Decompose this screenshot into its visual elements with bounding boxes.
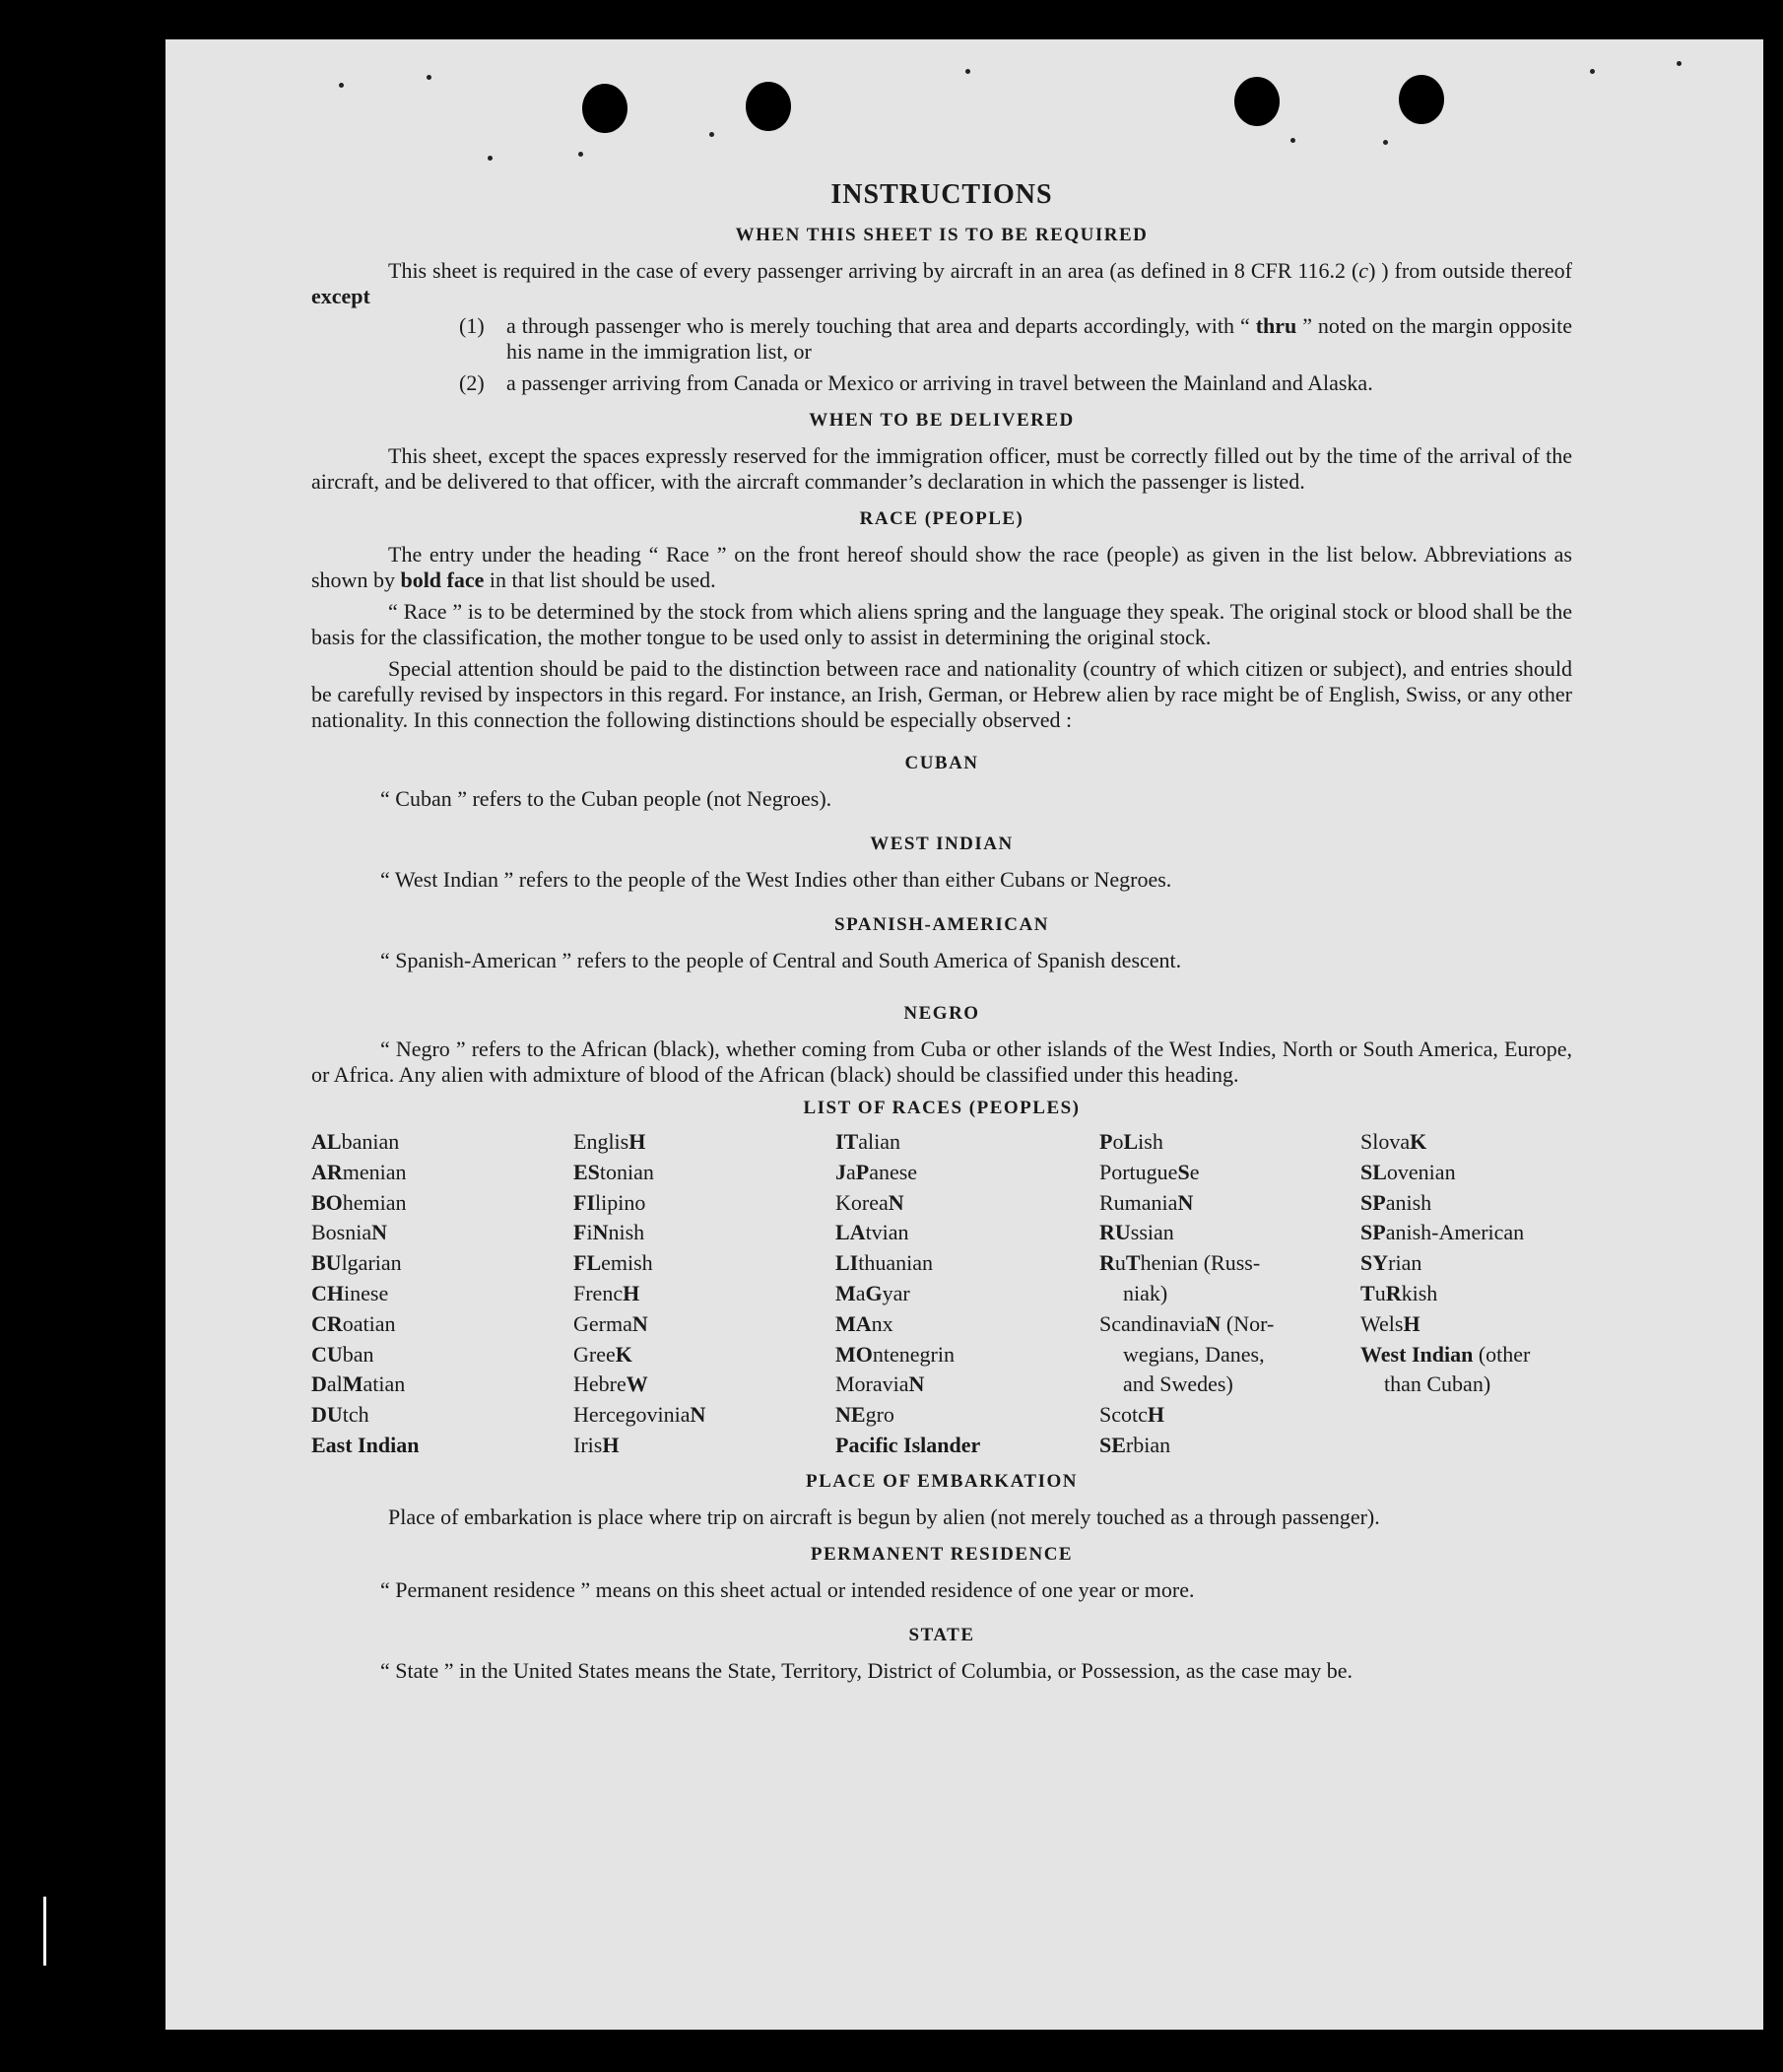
- race-entry: SErbian: [1099, 1432, 1171, 1457]
- race-entry: BOhemian: [311, 1189, 407, 1215]
- item-number: (2): [459, 370, 485, 395]
- race-entry: SlovaK: [1360, 1129, 1427, 1154]
- section-heading: NEGRO: [903, 1003, 980, 1024]
- race-column: [835, 1127, 1099, 1461]
- race-entry: MaGyar: [835, 1280, 910, 1305]
- paragraph: The entry under the heading “ Race ” on the front hereof should show the race (people) as given in the list below. Abbreviations as shown by bold face in that list should be used.: [311, 542, 1572, 592]
- race-entry: EStonian: [573, 1159, 654, 1184]
- race-entry: BosniaN: [311, 1220, 388, 1245]
- section-heading: SPANISH-AMERICAN: [834, 914, 1049, 935]
- race-entry: DalMatian: [311, 1371, 406, 1397]
- race-entry: West Indian (other: [1360, 1341, 1531, 1367]
- race-entry: WelsH: [1360, 1310, 1420, 1336]
- race-entry: FIlipino: [573, 1189, 646, 1215]
- race-entry: LIthuanian: [835, 1250, 934, 1276]
- paragraph: “ Permanent residence ” means on this sheet actual or intended residence of one year or more.: [380, 1576, 1195, 1602]
- section-heading: WEST INDIAN: [870, 834, 1014, 854]
- race-entry: RumaniaN: [1099, 1189, 1194, 1215]
- race-entry: Pacific Islander: [835, 1432, 981, 1457]
- paragraph: “ Cuban ” refers to the Cuban people (not Negroes).: [380, 786, 832, 811]
- race-entry: FLemish: [573, 1250, 653, 1276]
- speck: [578, 152, 583, 157]
- race-entry: East Indian: [311, 1432, 420, 1457]
- race-entry: SPanish-American: [1360, 1220, 1525, 1245]
- race-entry: GreeK: [573, 1341, 632, 1367]
- section-heading: LIST OF RACES (PEOPLES): [803, 1098, 1081, 1118]
- race-entry: ScandinaviaN (Nor-: [1099, 1310, 1275, 1336]
- race-entry: JaPanese: [835, 1159, 918, 1184]
- speck: [1383, 140, 1388, 145]
- speck: [1677, 61, 1682, 66]
- race-entry: FiNnish: [573, 1220, 645, 1245]
- race-entry: SYrian: [1360, 1250, 1422, 1276]
- speck: [488, 156, 493, 161]
- numbered-item: [459, 313, 1572, 365]
- race-entry: PoLish: [1099, 1129, 1163, 1154]
- item-text: a passenger arriving from Canada or Mexico or arriving in travel between the Mainland and Alaska.: [506, 370, 1373, 395]
- punch-hole: [1234, 77, 1280, 126]
- race-entry: than Cuban): [1384, 1371, 1491, 1397]
- race-entry: RuThenian (Russ-: [1099, 1250, 1261, 1276]
- paragraph: This sheet is required in the case of every passenger arriving by aircraft in an area (as defined in 8 CFR 116.2 (c) ) from outside thereof except: [311, 258, 1573, 308]
- speck: [1290, 138, 1295, 143]
- speck: [709, 132, 714, 137]
- speck: [1590, 69, 1595, 74]
- section-heading: PLACE OF EMBARKATION: [806, 1470, 1078, 1492]
- race-entry: ARmenian: [311, 1159, 407, 1184]
- race-entry: LAtvian: [835, 1220, 909, 1245]
- race-column: [1099, 1127, 1360, 1461]
- section-heading: PERMANENT RESIDENCE: [810, 1543, 1074, 1565]
- race-entry: MAnx: [835, 1310, 893, 1336]
- item-number: (1): [459, 313, 485, 338]
- section-heading: WHEN THIS SHEET IS TO BE REQUIRED: [735, 225, 1149, 245]
- section-heading: RACE (PEOPLE): [859, 508, 1024, 529]
- instructions-text: [311, 179, 1572, 1684]
- race-list: [311, 1127, 1572, 1461]
- film-edge-mark: [43, 1897, 46, 1966]
- race-entry: CRoatian: [311, 1310, 396, 1336]
- section-heading: STATE: [908, 1624, 975, 1645]
- paragraph: “ Spanish-American ” refers to the people of Central and South America of Spanish descent.: [380, 948, 1182, 972]
- race-column: [311, 1127, 573, 1461]
- section-heading: WHEN TO BE DELIVERED: [809, 410, 1075, 431]
- race-entry: ScotcH: [1099, 1402, 1165, 1428]
- race-entry: wegians, Danes,: [1123, 1341, 1265, 1367]
- speck: [965, 69, 970, 74]
- race-entry: CHinese: [311, 1280, 389, 1305]
- race-entry: GermaN: [573, 1310, 648, 1336]
- punch-hole: [746, 82, 791, 131]
- race-entry: and Swedes): [1123, 1371, 1233, 1397]
- paragraph: “ West Indian ” refers to the people of the West Indies other than either Cubans or Negroes.: [380, 867, 1172, 892]
- paragraph: “ Race ” is to be determined by the stock from which aliens spring and the language they speak. The original stock or blood shall be the basis for the classification, the mother tongue to be used only to assist in determining the original stock.: [311, 599, 1572, 649]
- race-entry: IrisH: [573, 1432, 620, 1457]
- section-heading: CUBAN: [904, 753, 979, 773]
- speck: [427, 75, 431, 80]
- race-entry: SLovenian: [1360, 1159, 1456, 1184]
- race-entry: FrencH: [573, 1280, 640, 1305]
- paragraph: Place of embarkation is place where trip on aircraft is begun by alien (not merely touched as a through passenger).: [388, 1504, 1380, 1529]
- race-entry: NEgro: [835, 1402, 894, 1428]
- race-entry: HebreW: [573, 1371, 648, 1397]
- race-entry: TuRkish: [1360, 1280, 1438, 1305]
- race-entry: ITalian: [835, 1129, 901, 1154]
- paragraph: Special attention should be paid to the distinction between race and nationality (country of which citizen or subject), and entries should be carefully revised by inspectors in this regard. For instance, an Irish, German, or Hebrew alien by race might be of English, Swiss, or any other nationality. In this connection the following distinctions should be especially observed :: [311, 656, 1572, 732]
- race-entry: KoreaN: [835, 1189, 904, 1215]
- punch-hole: [1399, 75, 1444, 124]
- race-entry: DUtch: [311, 1402, 369, 1428]
- race-entry: CUban: [311, 1341, 374, 1367]
- race-entry: BUlgarian: [311, 1250, 402, 1276]
- page-title: INSTRUCTIONS: [830, 179, 1053, 210]
- race-entry: niak): [1123, 1280, 1168, 1305]
- speck: [339, 83, 344, 88]
- race-entry: EnglisH: [573, 1129, 646, 1154]
- race-entry: MOntenegrin: [835, 1341, 955, 1367]
- numbered-item: [459, 370, 1572, 396]
- paragraph: “ State ” in the United States means the State, Territory, District of Columbia, or Possession, as the case may be.: [380, 1657, 1354, 1683]
- race-entry: PortugueSe: [1099, 1159, 1200, 1184]
- race-entry: SPanish: [1360, 1189, 1432, 1215]
- punch-hole: [582, 84, 627, 133]
- race-entry: ALbanian: [311, 1129, 400, 1154]
- item-text: a through passenger who is merely touching that area and departs accordingly, with “ thru ” noted on the margin opposite his name in the immigration list, or: [506, 313, 1572, 364]
- race-column: [573, 1127, 835, 1461]
- race-column: [1360, 1127, 1572, 1461]
- paragraph: “ Negro ” refers to the African (black), whether coming from Cuba or other islands of the West Indies, North or South America, Europe, or Africa. Any alien with admixture of blood of the African (black) should be classified under this heading.: [311, 1036, 1572, 1087]
- race-entry: MoraviaN: [835, 1371, 925, 1397]
- paragraph: This sheet, except the spaces expressly reserved for the immigration officer, must be correctly filled out by the time of the arrival of the aircraft, and be delivered to that officer, with the aircraft commander’s declaration in which the passenger is listed.: [311, 443, 1572, 494]
- race-entry: RUssian: [1099, 1220, 1174, 1245]
- race-entry: HercegoviniaN: [573, 1402, 706, 1428]
